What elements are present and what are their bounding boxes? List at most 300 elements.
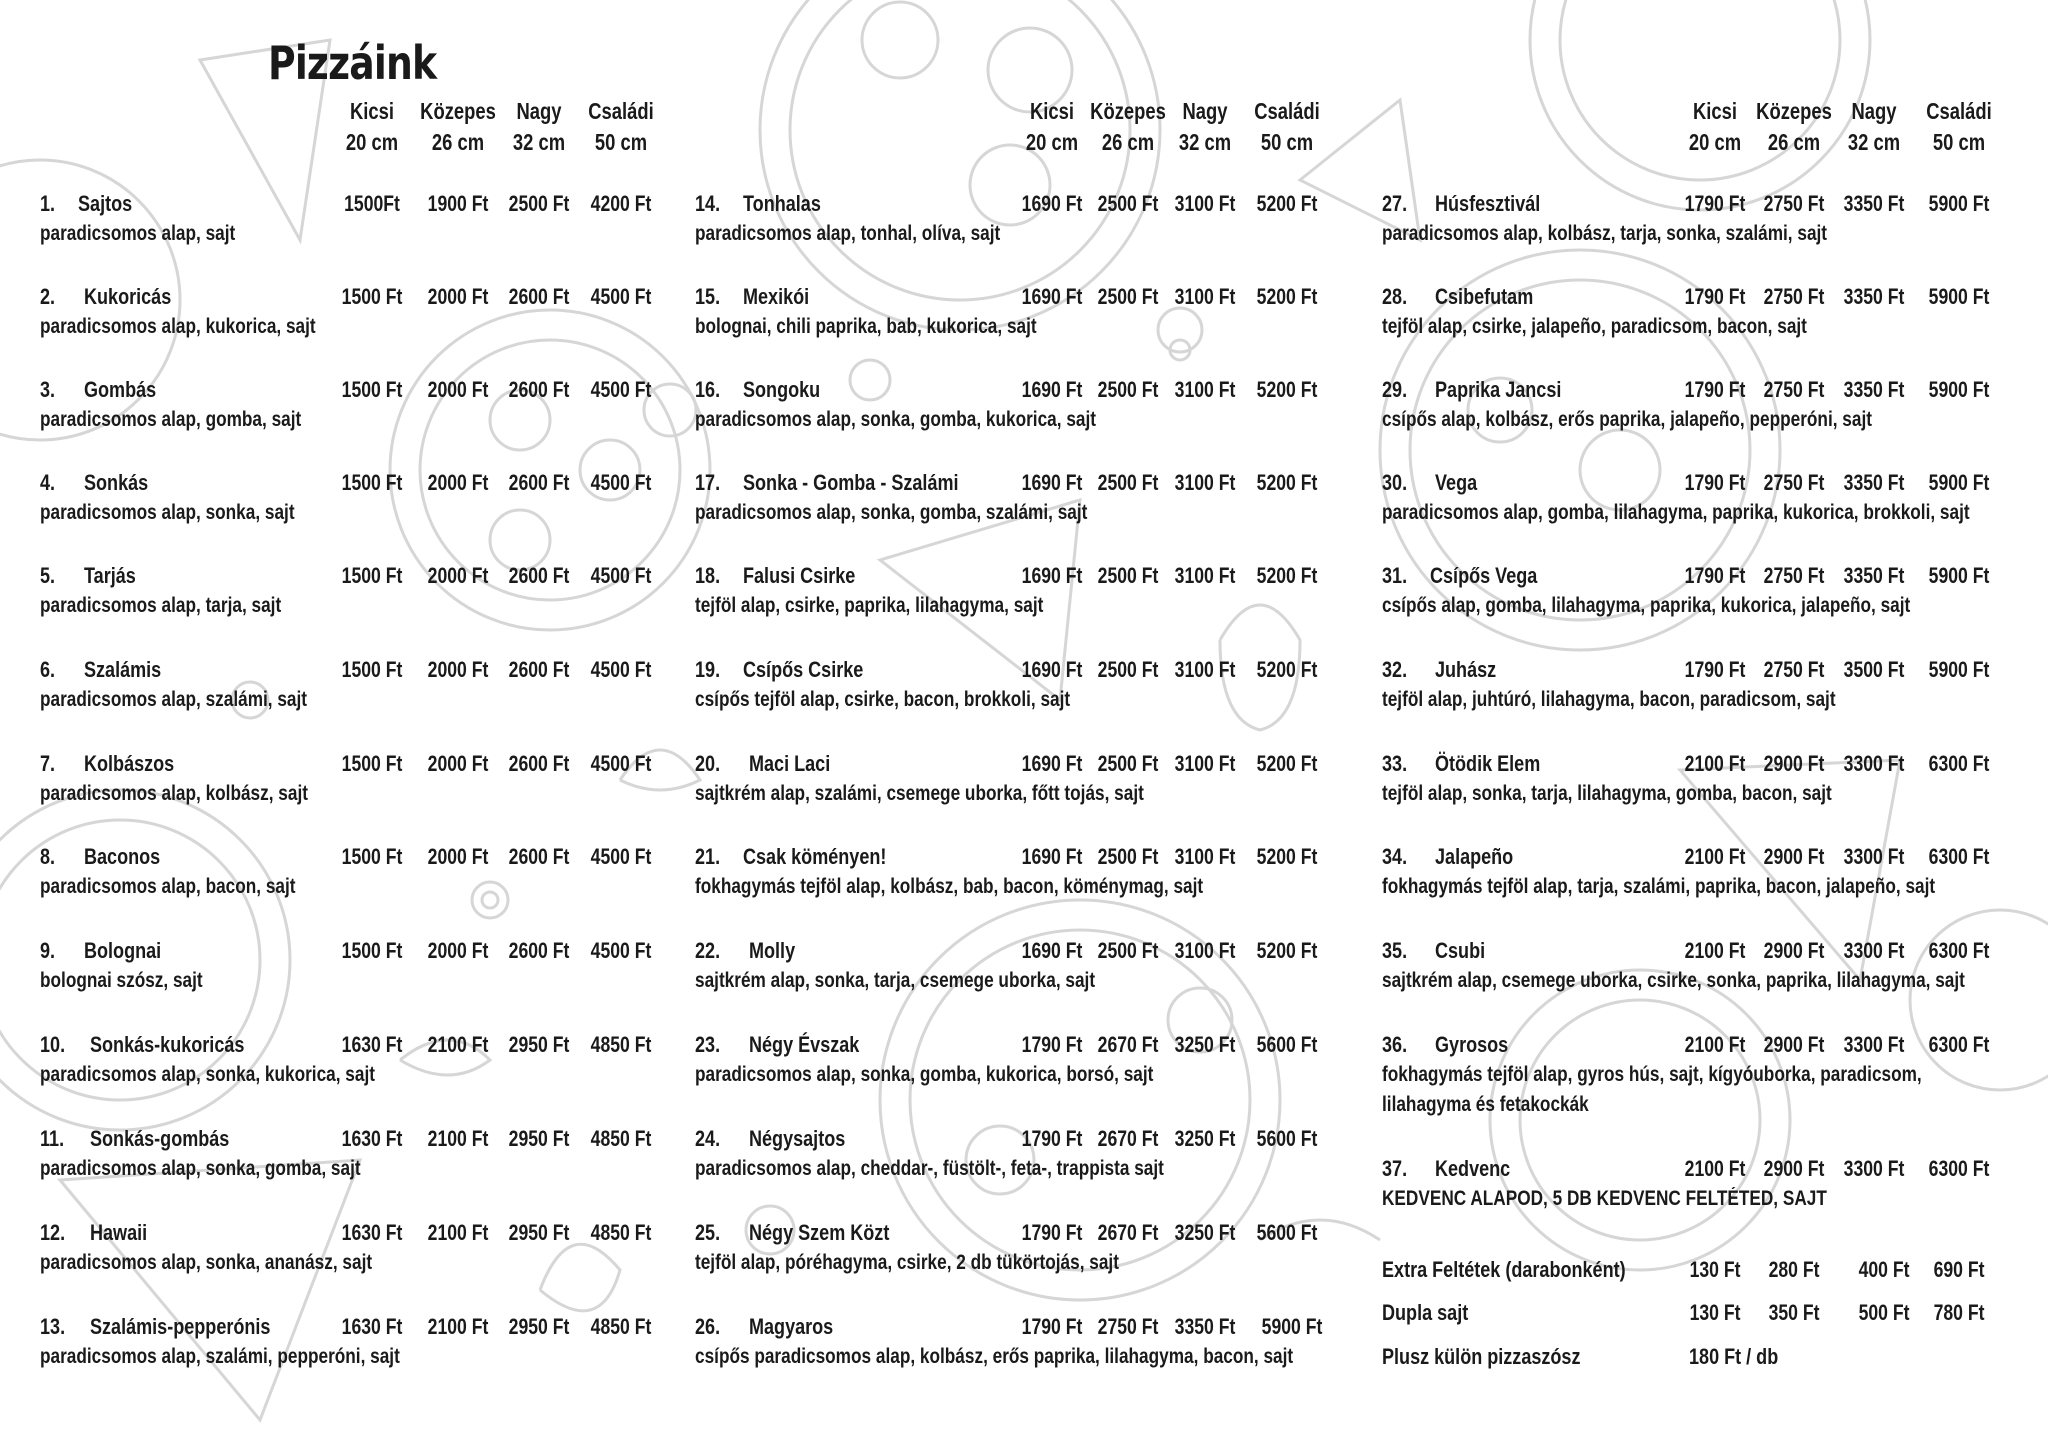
item-price: 3350 Ft	[1843, 470, 1905, 495]
item-name: Tonhalas	[743, 191, 821, 216]
item-price: 2500 Ft	[1097, 844, 1159, 869]
item-price: 1500 Ft	[341, 751, 403, 776]
item-description: paradicsomos alap, szalámi, sajt	[40, 688, 308, 711]
size-value: 50 cm	[1260, 129, 1314, 155]
item-price: 5200 Ft	[1256, 657, 1318, 682]
item-description: tejföl alap, csirke, paprika, lilahagyma, sajt	[695, 594, 1044, 617]
item-description: paradicsomos alap, sonka, gomba, szalámi, sajt	[695, 501, 1088, 524]
item-number: 22.	[695, 938, 721, 963]
item-price: 4850 Ft	[590, 1314, 652, 1339]
item-price: 2600 Ft	[508, 470, 570, 495]
menu-item	[695, 749, 1355, 829]
menu-item	[1382, 375, 2042, 455]
extra-label: Plusz külön pizzaszósz	[1382, 1344, 1581, 1369]
item-price: 4500 Ft	[590, 938, 652, 963]
menu-item	[1382, 842, 2042, 922]
menu-item	[695, 936, 1355, 1016]
menu-item	[1382, 749, 2042, 829]
item-price: 2100 Ft	[1684, 1032, 1746, 1057]
menu-item	[1382, 936, 2042, 1016]
double-cheese-row	[1382, 1296, 2022, 1336]
item-price: 3500 Ft	[1843, 657, 1905, 682]
item-name: Tarjás	[84, 563, 136, 588]
item-price: 2900 Ft	[1763, 751, 1825, 776]
menu-item	[695, 468, 1355, 548]
item-price: 6300 Ft	[1928, 938, 1990, 963]
item-description: paradicsomos alap, kolbász, tarja, sonka, szalámi, sajt	[1382, 222, 1828, 245]
item-price: 5600 Ft	[1256, 1220, 1318, 1245]
item-price: 4500 Ft	[590, 563, 652, 588]
item-price: 6300 Ft	[1928, 1156, 1990, 1181]
item-price: 2000 Ft	[427, 751, 489, 776]
item-name: Kukoricás	[84, 284, 172, 309]
item-price: 2100 Ft	[1684, 751, 1746, 776]
item-number: 26.	[695, 1314, 721, 1339]
item-number: 5.	[40, 563, 56, 588]
item-price: 1690 Ft	[1021, 191, 1083, 216]
size-label: Nagy	[1851, 98, 1897, 124]
item-price: 5900 Ft	[1928, 470, 1990, 495]
item-price: 3100 Ft	[1174, 657, 1236, 682]
item-price: 5200 Ft	[1256, 284, 1318, 309]
item-price: 2000 Ft	[427, 563, 489, 588]
item-description: KEDVENC ALAPOD, 5 DB KEDVENC FELTÉTED, SAJT	[1382, 1187, 1827, 1210]
menu-item	[695, 1124, 1355, 1204]
item-name: Csibefutam	[1435, 284, 1534, 309]
item-number: 36.	[1382, 1032, 1408, 1057]
size-value: 26 cm	[431, 129, 485, 155]
item-number: 31.	[1382, 563, 1408, 588]
menu-item	[695, 561, 1355, 641]
item-price: 3350 Ft	[1174, 1314, 1236, 1339]
size-value: 50 cm	[594, 129, 648, 155]
menu-item	[695, 189, 1355, 269]
item-price: 4500 Ft	[590, 377, 652, 402]
item-price: 1500 Ft	[341, 284, 403, 309]
item-name: Ötödik Elem	[1435, 751, 1541, 776]
item-price: 1790 Ft	[1021, 1126, 1083, 1151]
item-price: 2500 Ft	[1097, 657, 1159, 682]
item-description: paradicsomos alap, kukorica, sajt	[40, 315, 316, 338]
menu-item	[40, 561, 700, 641]
item-price: 1690 Ft	[1021, 657, 1083, 682]
item-price: 3250 Ft	[1174, 1126, 1236, 1151]
item-price: 1690 Ft	[1021, 470, 1083, 495]
size-label: Közepes	[1090, 98, 1166, 124]
item-description: paradicsomos alap, sonka, kukorica, sajt	[40, 1063, 375, 1086]
item-number: 19.	[695, 657, 721, 682]
item-number: 20.	[695, 751, 721, 776]
item-description: tejföl alap, csirke, jalapeño, paradicsom, bacon, sajt	[1382, 315, 1807, 338]
item-price: 1630 Ft	[341, 1314, 403, 1339]
item-price: 2500 Ft	[1097, 377, 1159, 402]
item-name: Sonkás	[84, 470, 149, 495]
extra-toppings-row	[1382, 1253, 2022, 1293]
item-price: 5900 Ft	[1928, 563, 1990, 588]
item-description: csípős paradicsomos alap, kolbász, erős paprika, lilahagyma, bacon, sajt	[695, 1345, 1294, 1368]
item-description: sajtkrém alap, sonka, tarja, csemege uborka, sajt	[695, 969, 1096, 992]
item-description: paradicsomos alap, cheddar-, füstölt-, feta-, trappista sajt	[695, 1157, 1164, 1180]
item-name: Jalapeño	[1435, 844, 1514, 869]
extra-label: Extra Feltétek (darabonként)	[1382, 1257, 1626, 1282]
size-label: Nagy	[1182, 98, 1228, 124]
item-price: 2000 Ft	[427, 470, 489, 495]
item-price: 4500 Ft	[590, 470, 652, 495]
size-value: 32 cm	[512, 129, 566, 155]
item-name: Juhász	[1435, 657, 1497, 682]
item-price: 2950 Ft	[508, 1126, 570, 1151]
item-price: 1790 Ft	[1684, 191, 1746, 216]
item-price: 5900 Ft	[1928, 377, 1990, 402]
item-price: 1790 Ft	[1684, 377, 1746, 402]
item-price: 3300 Ft	[1843, 751, 1905, 776]
item-name: Paprika Jancsi	[1435, 377, 1562, 402]
item-price: 2600 Ft	[508, 284, 570, 309]
item-name: Négy Szem Közt	[749, 1220, 890, 1245]
item-name: Csípős Csirke	[743, 657, 864, 682]
item-price: 4850 Ft	[590, 1220, 652, 1245]
item-price: 5200 Ft	[1256, 751, 1318, 776]
item-number: 14.	[695, 191, 721, 216]
item-price: 4200 Ft	[590, 191, 652, 216]
item-description: paradicsomos alap, tonhal, olíva, sajt	[695, 222, 1001, 245]
extra-price: 130 Ft	[1689, 1300, 1741, 1325]
item-description: paradicsomos alap, gomba, lilahagyma, paprika, kukorica, brokkoli, sajt	[1382, 501, 1970, 524]
item-description: fokhagymás tejföl alap, tarja, szalámi, paprika, bacon, jalapeño, sajt	[1382, 875, 1936, 898]
item-name: Magyaros	[749, 1314, 834, 1339]
item-price: 2000 Ft	[427, 657, 489, 682]
item-price: 1500 Ft	[341, 938, 403, 963]
menu-item	[1382, 1030, 2042, 1140]
item-description: paradicsomos alap, gomba, sajt	[40, 408, 302, 431]
menu-item	[40, 375, 700, 455]
item-number: 6.	[40, 657, 56, 682]
item-price: 5200 Ft	[1256, 377, 1318, 402]
item-number: 37.	[1382, 1156, 1408, 1181]
item-description: fokhagymás tejföl alap, kolbász, bab, bacon, köménymag, sajt	[695, 875, 1204, 898]
item-description: tejföl alap, sonka, tarja, lilahagyma, gomba, bacon, sajt	[1382, 782, 1832, 805]
item-price: 2600 Ft	[508, 938, 570, 963]
item-price: 1790 Ft	[1684, 657, 1746, 682]
item-description: sajtkrém alap, szalámi, csemege uborka, főtt tojás, sajt	[695, 782, 1144, 805]
extra-price: 180 Ft / db	[1689, 1344, 1779, 1369]
item-price: 3100 Ft	[1174, 751, 1236, 776]
item-price: 1500Ft	[344, 191, 400, 216]
item-name: Sonkás-kukoricás	[90, 1032, 245, 1057]
item-price: 2100 Ft	[1684, 844, 1746, 869]
item-price: 3250 Ft	[1174, 1220, 1236, 1245]
item-description: bolognai szósz, sajt	[40, 969, 203, 992]
item-name: Négy Évszak	[749, 1032, 860, 1057]
item-price: 1500 Ft	[341, 563, 403, 588]
item-price: 1690 Ft	[1021, 563, 1083, 588]
item-price: 2750 Ft	[1097, 1314, 1159, 1339]
item-price: 2000 Ft	[427, 284, 489, 309]
item-price: 6300 Ft	[1928, 1032, 1990, 1057]
item-price: 2600 Ft	[508, 377, 570, 402]
item-price: 2100 Ft	[427, 1032, 489, 1057]
item-price: 5900 Ft	[1261, 1314, 1323, 1339]
item-name: Maci Laci	[749, 751, 831, 776]
menu-item	[40, 842, 700, 922]
item-number: 33.	[1382, 751, 1408, 776]
item-price: 1790 Ft	[1684, 470, 1746, 495]
item-number: 13.	[40, 1314, 66, 1339]
item-price: 2100 Ft	[427, 1126, 489, 1151]
item-price: 1900 Ft	[427, 191, 489, 216]
item-price: 2750 Ft	[1763, 563, 1825, 588]
item-price: 3100 Ft	[1174, 470, 1236, 495]
size-label: Családi	[588, 98, 654, 124]
item-number: 11.	[40, 1126, 65, 1151]
item-description: sajtkrém alap, csemege uborka, csirke, sonka, paprika, lilahagyma, sajt	[1382, 969, 1965, 992]
item-price: 2950 Ft	[508, 1032, 570, 1057]
menu-item	[40, 936, 700, 1016]
item-price: 2100 Ft	[427, 1220, 489, 1245]
item-name: Csípős Vega	[1430, 563, 1538, 588]
item-price: 1690 Ft	[1021, 284, 1083, 309]
item-price: 2100 Ft	[1684, 1156, 1746, 1181]
item-number: 23.	[695, 1032, 721, 1057]
item-price: 2750 Ft	[1763, 284, 1825, 309]
item-price: 2670 Ft	[1097, 1032, 1159, 1057]
item-description: paradicsomos alap, sonka, gomba, kukorica, borsó, sajt	[695, 1063, 1154, 1086]
item-price: 5600 Ft	[1256, 1032, 1318, 1057]
size-value: 32 cm	[1847, 129, 1901, 155]
menu-item	[40, 749, 700, 829]
size-label: Közepes	[1756, 98, 1832, 124]
page-title: Pizzáink	[268, 36, 437, 90]
item-description: bolognai, chili paprika, bab, kukorica, sajt	[695, 315, 1037, 338]
item-price: 2950 Ft	[508, 1314, 570, 1339]
item-price: 3100 Ft	[1174, 938, 1236, 963]
item-price: 1690 Ft	[1021, 751, 1083, 776]
item-price: 2500 Ft	[1097, 751, 1159, 776]
menu-item	[40, 282, 700, 362]
item-price: 2600 Ft	[508, 844, 570, 869]
item-description: csípős tejföl alap, csirke, bacon, brokkoli, sajt	[695, 688, 1071, 711]
item-price: 4500 Ft	[590, 751, 652, 776]
extra-price: 130 Ft	[1689, 1257, 1741, 1282]
item-description: paradicsomos alap, bacon, sajt	[40, 875, 296, 898]
item-name: Sonka - Gomba - Szalámi	[743, 470, 959, 495]
item-name: Molly	[749, 938, 796, 963]
item-price: 5200 Ft	[1256, 563, 1318, 588]
item-price: 2750 Ft	[1763, 191, 1825, 216]
item-name: Húsfesztivál	[1435, 191, 1541, 216]
item-price: 5900 Ft	[1928, 657, 1990, 682]
item-name: Sonkás-gombás	[90, 1126, 230, 1151]
item-name: Szalámis	[84, 657, 162, 682]
item-price: 1690 Ft	[1021, 938, 1083, 963]
size-value: 20 cm	[345, 129, 399, 155]
item-price: 4850 Ft	[590, 1126, 652, 1151]
size-label: Családi	[1254, 98, 1320, 124]
extra-label: Dupla sajt	[1382, 1300, 1469, 1325]
size-value: 20 cm	[1025, 129, 1079, 155]
item-price: 3350 Ft	[1843, 563, 1905, 588]
item-description: csípős alap, kolbász, erős paprika, jalapeño, pepperóni, sajt	[1382, 408, 1872, 431]
item-price: 1690 Ft	[1021, 844, 1083, 869]
item-price: 2000 Ft	[427, 377, 489, 402]
menu-item	[695, 1312, 1355, 1392]
item-name: Bolognai	[84, 938, 162, 963]
item-price: 5900 Ft	[1928, 284, 1990, 309]
item-number: 8.	[40, 844, 56, 869]
item-name: Mexikói	[743, 284, 810, 309]
item-price: 2670 Ft	[1097, 1126, 1159, 1151]
item-price: 1690 Ft	[1021, 377, 1083, 402]
menu-item	[40, 468, 700, 548]
menu-item	[1382, 282, 2042, 362]
item-number: 7.	[40, 751, 56, 776]
item-description: paradicsomos alap, sajt	[40, 222, 236, 245]
item-price: 4850 Ft	[590, 1032, 652, 1057]
item-price: 1630 Ft	[341, 1032, 403, 1057]
item-price: 3300 Ft	[1843, 938, 1905, 963]
extra-price: 350 Ft	[1768, 1300, 1820, 1325]
item-price: 2500 Ft	[1097, 191, 1159, 216]
item-price: 2900 Ft	[1763, 1156, 1825, 1181]
item-description: paradicsomos alap, szalámi, pepperóni, sajt	[40, 1345, 400, 1368]
size-label: Kicsi	[350, 98, 394, 124]
item-price: 3350 Ft	[1843, 377, 1905, 402]
item-price: 2750 Ft	[1763, 470, 1825, 495]
item-name: Gyrosos	[1435, 1032, 1509, 1057]
item-price: 2500 Ft	[1097, 470, 1159, 495]
menu-item	[1382, 655, 2042, 735]
extra-price: 780 Ft	[1933, 1300, 1985, 1325]
item-name: Baconos	[84, 844, 161, 869]
item-price: 5200 Ft	[1256, 191, 1318, 216]
extra-price: 400 Ft	[1858, 1257, 1910, 1282]
item-price: 3250 Ft	[1174, 1032, 1236, 1057]
item-price: 1630 Ft	[341, 1126, 403, 1151]
size-label: Kicsi	[1030, 98, 1074, 124]
item-name: Hawaii	[90, 1220, 148, 1245]
item-price: 2750 Ft	[1763, 657, 1825, 682]
item-price: 3350 Ft	[1843, 284, 1905, 309]
item-price: 2000 Ft	[427, 938, 489, 963]
item-number: 34.	[1382, 844, 1408, 869]
size-value: 26 cm	[1101, 129, 1155, 155]
item-price: 5900 Ft	[1928, 191, 1990, 216]
item-price: 2500 Ft	[1097, 938, 1159, 963]
extra-price: 500 Ft	[1858, 1300, 1910, 1325]
item-number: 30.	[1382, 470, 1408, 495]
item-price: 2900 Ft	[1763, 938, 1825, 963]
item-price: 4500 Ft	[590, 284, 652, 309]
item-price: 6300 Ft	[1928, 844, 1990, 869]
item-price: 2000 Ft	[427, 844, 489, 869]
item-price: 1790 Ft	[1021, 1220, 1083, 1245]
item-price: 1630 Ft	[341, 1220, 403, 1245]
menu-item	[695, 842, 1355, 922]
item-price: 1500 Ft	[341, 657, 403, 682]
menu-item	[40, 655, 700, 735]
item-description: paradicsomos alap, sonka, sajt	[40, 501, 295, 524]
item-number: 35.	[1382, 938, 1408, 963]
extra-sauce-row	[1382, 1340, 2022, 1380]
menu-item	[1382, 561, 2042, 641]
item-name: Vega	[1435, 470, 1478, 495]
item-description: csípős alap, gomba, lilahagyma, paprika, kukorica, jalapeño, sajt	[1382, 594, 1911, 617]
item-price: 5200 Ft	[1256, 470, 1318, 495]
item-name: Szalámis-pepperónis	[90, 1314, 271, 1339]
item-price: 2750 Ft	[1763, 377, 1825, 402]
menu-item	[695, 655, 1355, 735]
item-price: 5600 Ft	[1256, 1126, 1318, 1151]
menu-item	[695, 1218, 1355, 1298]
item-price: 2500 Ft	[1097, 563, 1159, 588]
item-price: 5200 Ft	[1256, 844, 1318, 869]
item-price: 1790 Ft	[1021, 1032, 1083, 1057]
item-price: 2900 Ft	[1763, 1032, 1825, 1057]
item-description: tejföl alap, juhtúró, lilahagyma, bacon, paradicsom, sajt	[1382, 688, 1836, 711]
item-price: 3300 Ft	[1843, 844, 1905, 869]
item-description: paradicsomos alap, tarja, sajt	[40, 594, 282, 617]
item-number: 9.	[40, 938, 56, 963]
item-name: Csak köményen!	[743, 844, 887, 869]
item-price: 3300 Ft	[1843, 1156, 1905, 1181]
item-price: 3350 Ft	[1843, 191, 1905, 216]
menu-item	[1382, 468, 2042, 548]
item-price: 3100 Ft	[1174, 284, 1236, 309]
item-price: 2950 Ft	[508, 1220, 570, 1245]
item-price: 1500 Ft	[341, 470, 403, 495]
item-price: 2600 Ft	[508, 751, 570, 776]
item-name: Gombás	[84, 377, 157, 402]
size-label: Családi	[1926, 98, 1992, 124]
item-price: 2500 Ft	[508, 191, 570, 216]
item-number: 32.	[1382, 657, 1408, 682]
menu-item	[40, 1218, 700, 1298]
item-number: 25.	[695, 1220, 721, 1245]
item-number: 17.	[695, 470, 721, 495]
extra-price: 280 Ft	[1768, 1257, 1820, 1282]
item-name: Sajtos	[78, 191, 133, 216]
item-price: 3100 Ft	[1174, 844, 1236, 869]
menu-item	[40, 189, 700, 269]
item-name: Kedvenc	[1435, 1156, 1511, 1181]
item-description: tejföl alap, póréhagyma, csirke, 2 db tükörtojás, sajt	[695, 1251, 1119, 1274]
item-price: 3100 Ft	[1174, 377, 1236, 402]
item-number: 15.	[695, 284, 721, 309]
item-number: 4.	[40, 470, 56, 495]
item-price: 3100 Ft	[1174, 191, 1236, 216]
menu-item	[695, 375, 1355, 455]
item-number: 10.	[40, 1032, 66, 1057]
menu-item	[40, 1030, 700, 1110]
item-price: 1790 Ft	[1684, 563, 1746, 588]
size-value: 50 cm	[1932, 129, 1986, 155]
menu-item	[40, 1312, 700, 1392]
item-number: 2.	[40, 284, 56, 309]
item-number: 28.	[1382, 284, 1408, 309]
item-name: Négysajtos	[749, 1126, 846, 1151]
size-label: Közepes	[420, 98, 496, 124]
item-price: 5200 Ft	[1256, 938, 1318, 963]
item-number: 1.	[40, 191, 56, 216]
item-number: 16.	[695, 377, 721, 402]
item-number: 3.	[40, 377, 56, 402]
item-number: 27.	[1382, 191, 1408, 216]
menu-item	[695, 1030, 1355, 1110]
item-price: 2500 Ft	[1097, 284, 1159, 309]
item-name: Falusi Csirke	[743, 563, 856, 588]
size-value: 20 cm	[1688, 129, 1742, 155]
item-price: 2600 Ft	[508, 563, 570, 588]
